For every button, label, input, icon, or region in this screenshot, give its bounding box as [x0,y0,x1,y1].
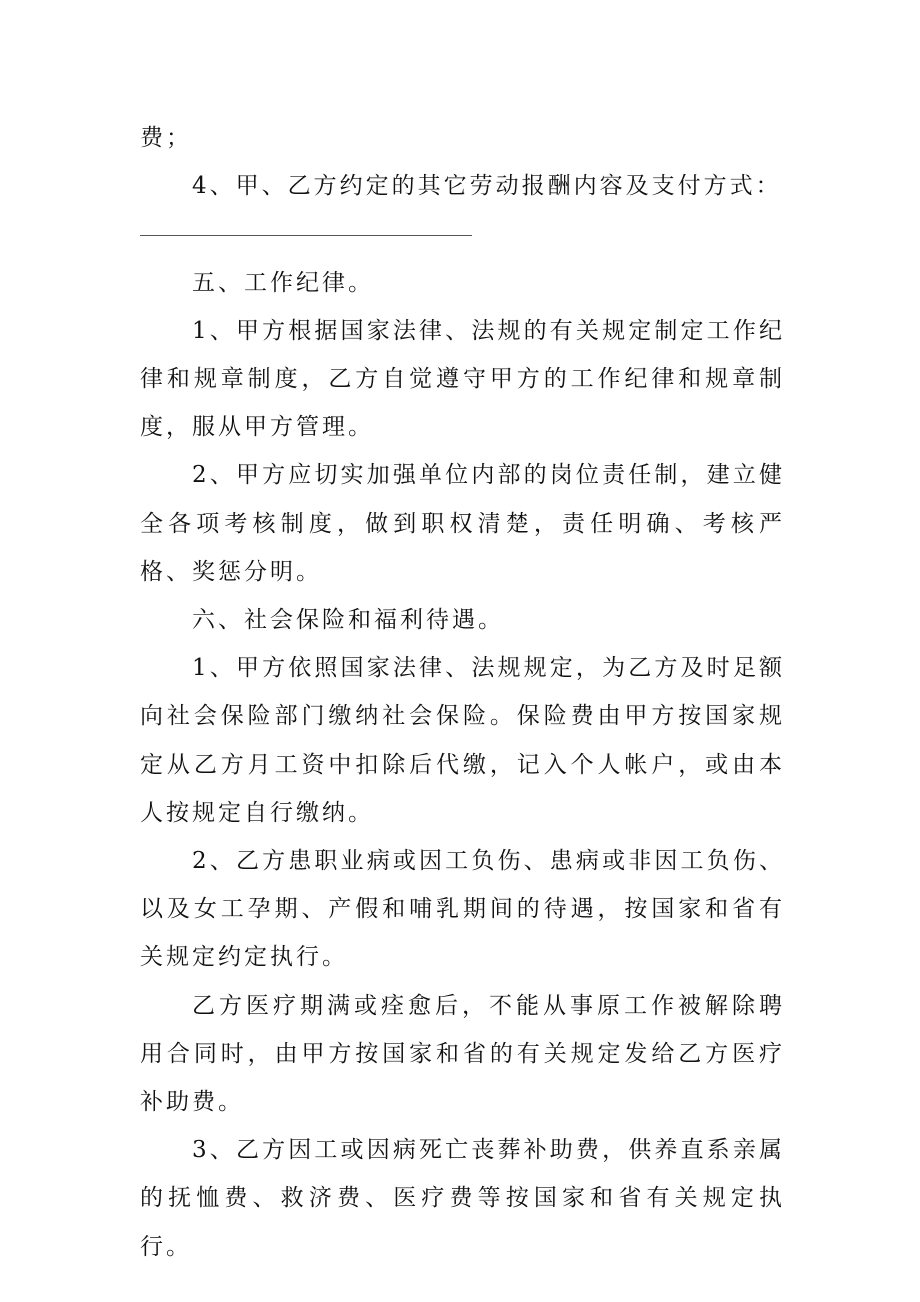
paragraph-insurance-item-3: 3、乙方因工或因病死亡丧葬补助费，供养直系亲属的抚恤费、救济费、医疗费等按国家和省有关规定执行。 [140,1137,785,1260]
fill-in-blank-line [140,210,785,258]
document-body [140,114,785,1271]
paragraph-insurance-item-1: 1、甲方依照国家法律、法规规定，为乙方及时足额向社会保险部门缴纳社会保险。保险费由甲方按国家规定从乙方月工资中扣除后代缴，记入个人帐户，或由本人按规定自行缴纳。 [140,655,785,826]
section-heading-work-discipline: 五、工作纪律。 [192,269,374,296]
paragraph-insurance-item-2: 2、乙方患职业病或因工负伤、患病或非因工负伤、以及女工孕期、产假和哺乳期间的待遇，按国家和省有关规定约定执行。 [140,848,785,971]
paragraph-medical-period: 乙方医疗期满或痊愈后，不能从事原工作被解除聘用合同时，由甲方按国家和省的有关规定发给乙方医疗补助费。 [140,992,785,1116]
section-heading-social-insurance: 六、社会保险和福利待遇。 [192,607,504,634]
paragraph-discipline-item-1: 1、甲方根据国家法律、法规的有关规定制定工作纪律和规章制度，乙方自觉遵守甲方的工作纪律和规章制度，服从甲方管理。 [140,317,785,441]
fill-in-underline [140,235,472,236]
paragraph-fee-continuation: 费； [140,125,192,151]
paragraph-item-4-other-remuneration: 4、甲、乙方约定的其它劳动报酬内容及支付方式： [192,173,782,200]
paragraph-discipline-item-2: 2、甲方应切实加强单位内部的岗位责任制，建立健全各项考核制度，做到职权清楚，责任明确、考核严格、奖惩分明。 [140,462,785,585]
